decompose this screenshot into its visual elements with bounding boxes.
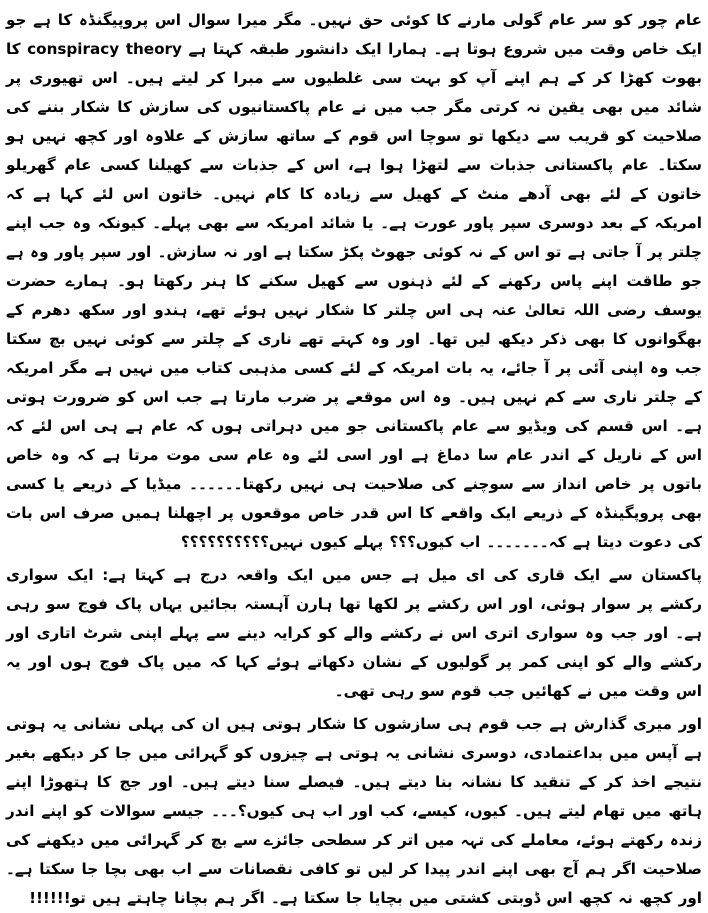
paragraph-1: عام چور کو سر عام گولی مارنے کا کوئی حق نہیں۔ مگر میرا سوال اس پروپیگنڈہ کا ہے جو ایک خاص وقت میں شروع ہوتا ہے۔ ہمارا ایک دانشور طبقہ کہتا ہے conspiracy theory کا بھوت کھڑا کر کے ہم اپنے آپ کو بہت سی غلطیوں سے مبرا کر لیتے ہیں۔ اس تھیوری پر شائد میں بھی یقین نہ کرتی مگر جب میں نے عام پاکستانیوں کی سازش کا شکار بننے کی صلاحیت کو قریب سے دیکھا تو سوچا اس قوم کے ساتھ سازش کے علاوہ اور کچھ نہیں ہو سکتا۔ عام پاکستانی جذبات سے لتھڑا ہوا ہے، اس کے جذبات سے کھیلنا کسی عام گھریلو خاتون کے لئے بھی آدھے منٹ کے کھیل سے زیادہ کا کام نہیں۔ خاتون اس لئے کہا ہے کہ امریکہ کے بعد دوسری سپر پاور عورت ہے۔ یا شائد امریکہ سے بھی پہلے۔ کیونکہ وہ جب اپنے چلتر پر آ جاتی ہے تو اس کے نہ کوئی جھوٹ پکڑ سکتا ہے اور نہ سازش۔ اور سپر پاور وہ ہے جو طاقت اپنے پاس رکھنے کے لئے ذہنوں سے کھیل سکنے کا ہنر رکھتا ہو۔ ہمارے حضرت یوسف رضی اللہ تعالیٰ عنہ ہی اس چلتر کا شکار نہیں ہوئے تھے، ہندو اور سکھ دھرم کے بھگوانوں کا بھی ذکر دیکھ لیں تھا۔ اور وہ کہتے تھے ناری کے چلتر سے کوئی نہیں بچ سکتا جب وہ اپنی آئی پر آ جائے، یہ بات امریکہ کے لئے کسی مذہبی کتاب میں نہیں ہے مگر امریکہ کے چلتر ناری سے کم نہیں ہیں۔ وہ اس موقعے پر ضرب مارتا ہے جب اس کو ضرورت ہوتی ہے۔ اس قسم کی ویڈیو سے عام پاکستانی جو میں دہراتی ہوں کہ عام ہے ہی اس لئے کہ اس کے ناریل کے اندر عام سا دماغ ہے اور اسی لئے وہ عام سی موت مرتا ہے کہ وہ خاص باتوں پر خاص انداز سے سوچنے کی صلاحیت ہی نہیں رکھتا۔۔۔۔۔۔ میڈیا کے ذریعے یا کسی بھی پروپگینڈہ کے ذریعے ایک واقعے کا اس قدر خاص موقعوں پر اچھلنا ہمیں صرف اس بات کی دعوت دیتا ہے کہ۔۔۔۔۔۔۔ اب کیوں؟؟؟ پہلے کیوں نہیں؟؟؟؟؟؟؟؟؟؟ bbox=[6, 11, 702, 551]
paragraph-2: پاکستان سے ایک قاری کی ای میل ہے جس میں ایک واقعہ درج ہے کہتا ہے: ایک سواری رکشے پر سوار ہوئی، اور اس رکشے پر لکھا تھا ہارن آہستہ بجائیں یہاں پاک فوج سو رہی ہے۔ اور جب وہ سواری اتری اس نے رکشے والے کو کرایہ دینے سے پہلے اپنی شرٹ اتاری اور رکشے والے کو اپنی کمر پر گولیوں کے نشان دکھاتے ہوئے کہا کہ میں پاک فوج ہوں اور یہ اس وقت میں نے کھائیں جب قوم سو رہی تھی۔ bbox=[6, 566, 702, 700]
paragraph-3: اور میری گذارش ہے جب قوم ہی سازشوں کا شکار ہوتی ہیں ان کی پہلی نشانی یہ ہوتی ہے آپس میں بداعتمادی، دوسری نشانی یہ ہوتی ہے چیزوں کو گہرائی میں جا کر دیکھے بغیر نتیجے اخذ کر کے تنقید کا نشانہ بنا دیتے ہیں۔ فیصلے سنا دیتے ہیں۔ اور جج کا ہتھوڑا اپنے ہاتھ میں تھام لیتے ہیں۔ کیوں، کیسے، کب اور اب ہی کیوں؟۔۔۔ جیسے سوالات کو اپنے اندر زندہ رکھتے ہوئے، معاملے کی تہہ میں اتر کر سطحی جائزے سے بچ کر گہرائی میں دیکھنے کی صلاحیت اگر ہم آج بھی اپنے اندر پیدا کر لیں تو کافی نقصانات سے اب بھی بچا جا سکتا ہے۔ اور کچھ نہ کچھ اس ڈوبتی کشتی میں بچایا جا سکتا ہے۔ اگر ہم بچانا چاہتے ہیں تو!!!!!! bbox=[6, 715, 702, 907]
article-body bbox=[6, 6, 702, 907]
